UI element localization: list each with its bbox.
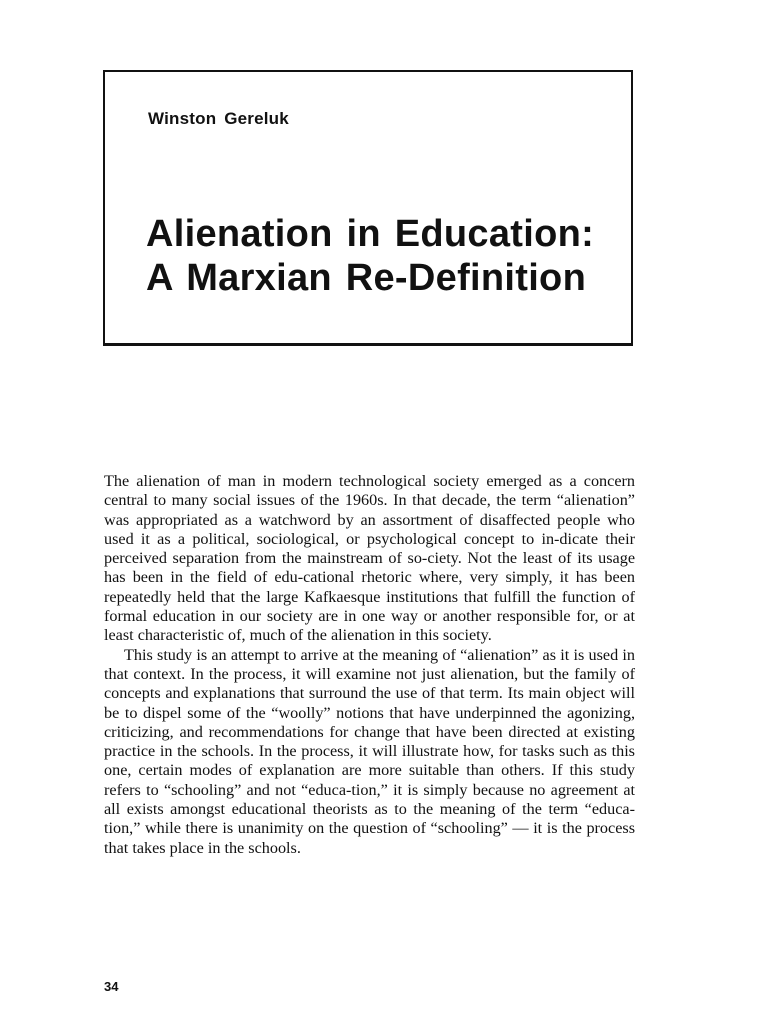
body-paragraph-1: The alienation of man in modern technological society emerged as a concern central to many social issues of the 1960s. In that decade, the term “alienation” was appropriated as a watchword by an assortment of disaffected people who used it as a political, sociological, or psychological concept to in-dicate their perceived separation from the mainstream of so-ciety. Not the least of its usage has been in the field of edu-cational rhetoric where, very simply, it has been repeatedly held that the large Kafkaesque institutions that fulfill the function of formal education in our society are in one way or another responsible for, or at least characteristic of, much of the alienation in this society. bbox=[104, 472, 635, 645]
page-number: 34 bbox=[104, 979, 119, 994]
body-paragraph-2: This study is an attempt to arrive at the meaning of “alienation” as it is used in that context. In the process, it will examine not just alienation, but the family of concepts and explanations that surround the use of that term. Its main object will be to dispel some of the “woolly” notions that have underpinned the agonizing, criticizing, and recommendations for change that have been directed at existing practice in the schools. In the process, it will illustrate how, for tasks such as this one, certain modes of explanation are more suitable than others. If this study refers to “schooling” and not “educa-tion,” it is simply because no agreement at all exists amongst educational theorists as to the meaning of the term “educa-tion,” while there is unanimity on the question of “schooling” — it is the process that takes place in the schools. bbox=[104, 645, 635, 857]
title-line-2: A Marxian Re-Definition bbox=[146, 257, 587, 299]
title-box bbox=[103, 70, 633, 346]
article-body bbox=[104, 472, 635, 858]
title-line-1: Alienation in Education: bbox=[146, 213, 595, 255]
author-name: Winston Gereluk bbox=[148, 109, 289, 128]
article-title bbox=[146, 212, 594, 300]
